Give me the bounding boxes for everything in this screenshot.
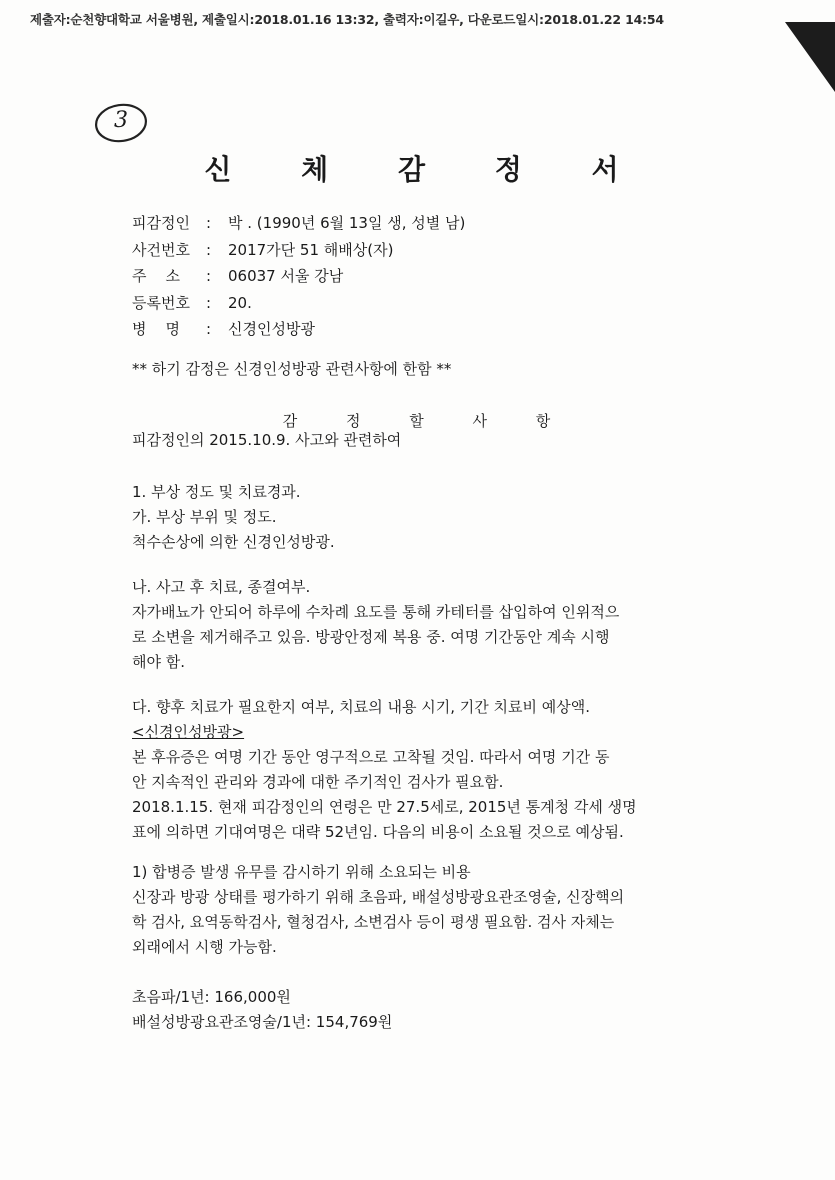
section-title: 감 정 할 사 항 (282, 412, 573, 430)
paragraph-line: 로 소변을 제거해주고 있음. 방광안정제 복용 중. 여명 기간동안 계속 시행 (132, 628, 610, 646)
info-row-address (132, 263, 465, 290)
info-label: 병 명 (132, 320, 181, 338)
intro-text: 피감정인의 2015.10.9. 사고와 관련하여 (132, 431, 402, 449)
info-row-diagnosis (132, 316, 465, 343)
paragraph-line: 2018.1.15. 현재 피감정인의 연령은 만 27.5세로, 2015년 통계청 각세 생명 (132, 798, 637, 816)
cost-item: 초음파/1년: 166,000원 (132, 988, 291, 1006)
paragraph-line: 해야 함. (132, 653, 186, 671)
item-1 (132, 860, 707, 960)
paragraph-line: 안 지속적인 관리와 경과에 대한 주기적인 검사가 필요함. (132, 773, 504, 791)
section-1c-subheading: <신경인성방광> (132, 723, 245, 741)
info-label: 주 소 (132, 267, 181, 285)
document-title: 신 체 감 정 서 (204, 153, 649, 186)
info-label: 피감정인 (132, 214, 190, 232)
info-separator: : (206, 293, 212, 312)
info-label: 사건번호 (132, 240, 190, 259)
patient-info-block (132, 210, 465, 343)
section-1b (132, 575, 707, 675)
info-value: 2017가단 51 해배상(자) (228, 240, 394, 259)
section-1b-heading: 나. 사고 후 치료, 종결여부. (132, 578, 311, 596)
submission-header: 제출자:순천향대학교 서울병원, 제출일시:2018.01.16 13:32, 출력자:이길우, 다운로드일시:2018.01.22 14:54 (30, 12, 664, 27)
info-row-name (132, 210, 465, 237)
paragraph-line: 표에 의하면 기대여명은 대략 52년임. 다음의 비용이 소요될 것으로 예상됨. (132, 823, 624, 841)
info-separator: : (206, 267, 212, 285)
info-row-registration (132, 290, 465, 317)
paragraph-line: 외래에서 시행 가능함. (132, 938, 277, 956)
paragraph-line: 자가배뇨가 안되어 하루에 수차례 요도를 통해 카테터를 삽입하여 인위적으 (132, 603, 620, 621)
scope-note: ** 하기 감정은 신경인성방광 관련사항에 한함 ** (132, 360, 452, 378)
info-label: 등록번호 (132, 293, 190, 312)
info-separator: : (206, 320, 212, 338)
corner-fold-mark (775, 22, 835, 92)
info-value: 20. (228, 293, 252, 312)
section-1c-heading: 다. 향후 치료가 필요한지 여부, 치료의 내용 시기, 기간 치료비 예상액. (132, 698, 590, 716)
paragraph-line: 본 후유증은 여명 기간 동안 영구적으로 고착될 것임. 따라서 여명 기간 동 (132, 748, 610, 766)
section-1a-heading: 가. 부상 부위 및 정도. (132, 508, 277, 526)
item-1-heading: 1) 합병증 발생 유무를 감시하기 위해 소요되는 비용 (132, 863, 471, 881)
info-row-case-number (132, 237, 465, 264)
cost-list (132, 985, 707, 1035)
intro-line (132, 428, 707, 453)
section-1c (132, 695, 707, 845)
paragraph-line: 신장과 방광 상태를 평가하기 위해 초음파, 배설성방광요관조영술, 신장핵의 (132, 888, 625, 906)
section-1a-body: 척수손상에 의한 신경인성방광. (132, 533, 335, 551)
info-separator: : (206, 214, 212, 232)
section-1-heading: 1. 부상 정도 및 치료경과. (132, 483, 301, 501)
marker-number: 3 (114, 108, 128, 133)
info-value: 신경인성방광 (228, 320, 315, 338)
section-1 (132, 480, 707, 555)
paragraph-line: 학 검사, 요역동학검사, 혈청검사, 소변검사 등이 평생 필요함. 검사 자체는 (132, 913, 615, 931)
info-value: 박 . (1990년 6월 13일 생, 성별 남) (228, 214, 466, 232)
info-separator: : (206, 240, 212, 259)
circled-page-marker (92, 100, 150, 146)
cost-item: 배설성방광요관조영술/1년: 154,769원 (132, 1013, 393, 1031)
info-value: 06037 서울 강남 (228, 267, 344, 285)
